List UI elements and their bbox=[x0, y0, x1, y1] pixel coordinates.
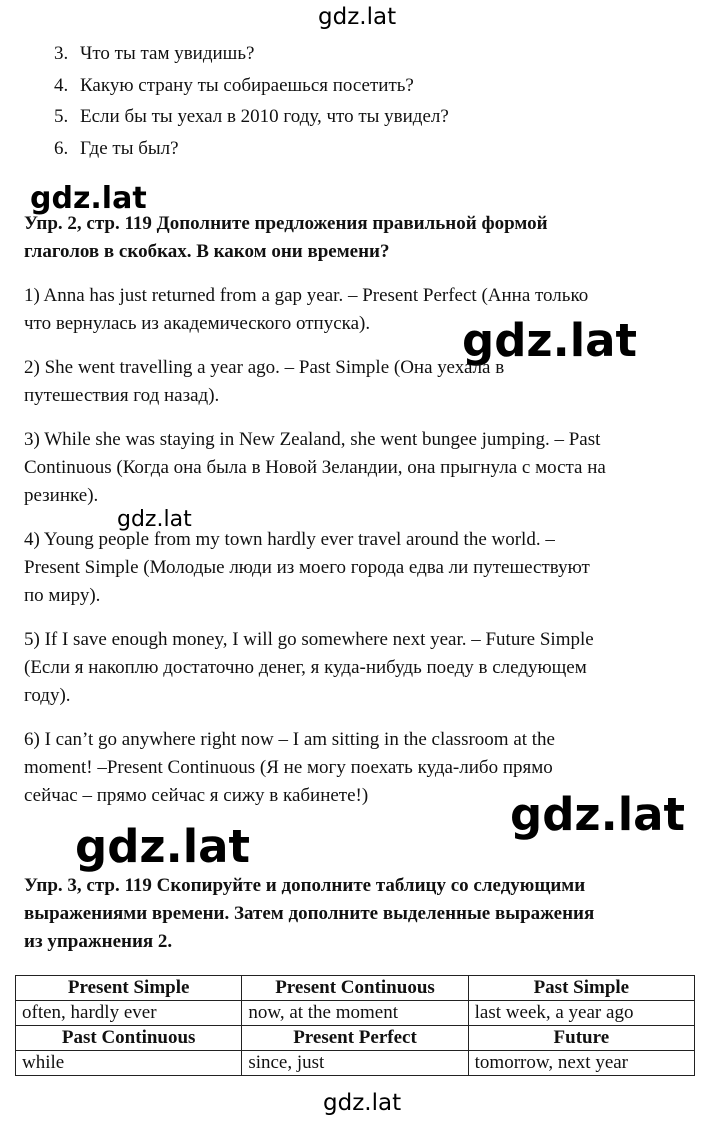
table-cell: while bbox=[16, 1051, 242, 1076]
answer-line: сейчас – прямо сейчас я сижу в кабинете!) bbox=[24, 785, 369, 806]
answer-line: по миру). bbox=[24, 585, 101, 606]
heading-line: глаголов в скобках. В каком они времени? bbox=[24, 241, 390, 262]
watermark: gdz.lat bbox=[117, 507, 192, 532]
table-header-cell: Present Continuous bbox=[242, 976, 468, 1001]
item-text: Если бы ты уехал в 2010 году, что ты увидел? bbox=[80, 106, 449, 127]
question-list bbox=[54, 38, 449, 164]
answer-line: Continuous (Когда она была в Новой Зеландии, она прыгнула с моста на bbox=[24, 457, 606, 478]
answer-item bbox=[24, 354, 704, 410]
list-item bbox=[54, 70, 449, 102]
answer-item bbox=[24, 526, 704, 610]
table-header-cell: Past Simple bbox=[468, 976, 694, 1001]
answer-line: moment! –Present Continuous (Я не могу поехать куда-либо прямо bbox=[24, 757, 553, 778]
table-cell: tomorrow, next year bbox=[468, 1051, 694, 1076]
exercise-2-answers bbox=[24, 282, 704, 826]
exercise-3-heading bbox=[24, 872, 594, 956]
item-text: Что ты там увидишь? bbox=[80, 43, 255, 64]
watermark-bottom: gdz.lat bbox=[323, 1090, 402, 1116]
list-item bbox=[54, 38, 449, 70]
table-row bbox=[16, 1051, 695, 1076]
watermark: gdz.lat bbox=[510, 788, 686, 841]
answer-line: (Если я накоплю достаточно денег, я куда-нибудь поеду в следующем bbox=[24, 657, 587, 678]
answer-line: что вернулась из академического отпуска). bbox=[24, 313, 371, 334]
table-cell: last week, a year ago bbox=[468, 1001, 694, 1026]
table-row bbox=[16, 1026, 695, 1051]
table-cell: now, at the moment bbox=[242, 1001, 468, 1026]
time-expressions-table bbox=[15, 975, 695, 1076]
table-row bbox=[16, 1001, 695, 1026]
item-number: 5. bbox=[54, 106, 69, 127]
answer-line: 6) I can’t go anywhere right now – I am sitting in the classroom at the bbox=[24, 729, 555, 750]
answer-item bbox=[24, 726, 704, 810]
heading-line: выражениями времени. Затем дополните выделенные выражения bbox=[24, 903, 595, 924]
answer-line: 3) While she was staying in New Zealand, she went bungee jumping. – Past bbox=[24, 429, 601, 450]
table-cell: since, just bbox=[242, 1051, 468, 1076]
answer-line: 1) Anna has just returned from a gap year. – Present Perfect (Анна только bbox=[24, 285, 589, 306]
list-item bbox=[54, 101, 449, 133]
heading-line: Упр. 2, стр. 119 Дополните предложения правильной формой bbox=[24, 213, 548, 234]
heading-line: из упражнения 2. bbox=[24, 931, 173, 952]
answer-item bbox=[24, 282, 704, 338]
answer-line: резинке). bbox=[24, 485, 99, 506]
watermark: gdz.lat bbox=[75, 820, 251, 873]
answer-line: путешествия год назад). bbox=[24, 385, 220, 406]
answer-line: 2) She went travelling a year ago. – Past Simple (Она уехала в bbox=[24, 357, 505, 378]
answer-line: 5) If I save enough money, I will go somewhere next year. – Future Simple bbox=[24, 629, 594, 650]
watermark: gdz.lat bbox=[462, 314, 638, 367]
answer-line: Present Simple (Молодые люди из моего города едва ли путешествуют bbox=[24, 557, 590, 578]
list-item bbox=[54, 133, 449, 165]
table-header-cell: Future bbox=[468, 1026, 694, 1051]
item-number: 3. bbox=[54, 43, 69, 64]
watermark: gdz.lat bbox=[30, 181, 147, 216]
table-row bbox=[16, 976, 695, 1001]
watermark-top: gdz.lat bbox=[318, 4, 397, 30]
answer-item bbox=[24, 626, 704, 710]
answer-item bbox=[24, 426, 704, 510]
heading-line: Упр. 3, стр. 119 Скопируйте и дополните таблицу со следующими bbox=[24, 875, 586, 896]
answer-line: году). bbox=[24, 685, 71, 706]
table-cell: often, hardly ever bbox=[16, 1001, 242, 1026]
item-text: Где ты был? bbox=[80, 137, 179, 159]
item-number: 4. bbox=[54, 74, 69, 96]
item-number: 6. bbox=[54, 137, 69, 159]
table-header-cell: Present Simple bbox=[16, 976, 242, 1001]
table-header-cell: Past Continuous bbox=[16, 1026, 242, 1051]
answer-line: 4) Young people from my town hardly ever travel around the world. – bbox=[24, 529, 555, 550]
exercise-2-heading bbox=[24, 210, 548, 266]
table-header-cell: Present Perfect bbox=[242, 1026, 468, 1051]
item-text: Какую страну ты собираешься посетить? bbox=[80, 74, 414, 96]
